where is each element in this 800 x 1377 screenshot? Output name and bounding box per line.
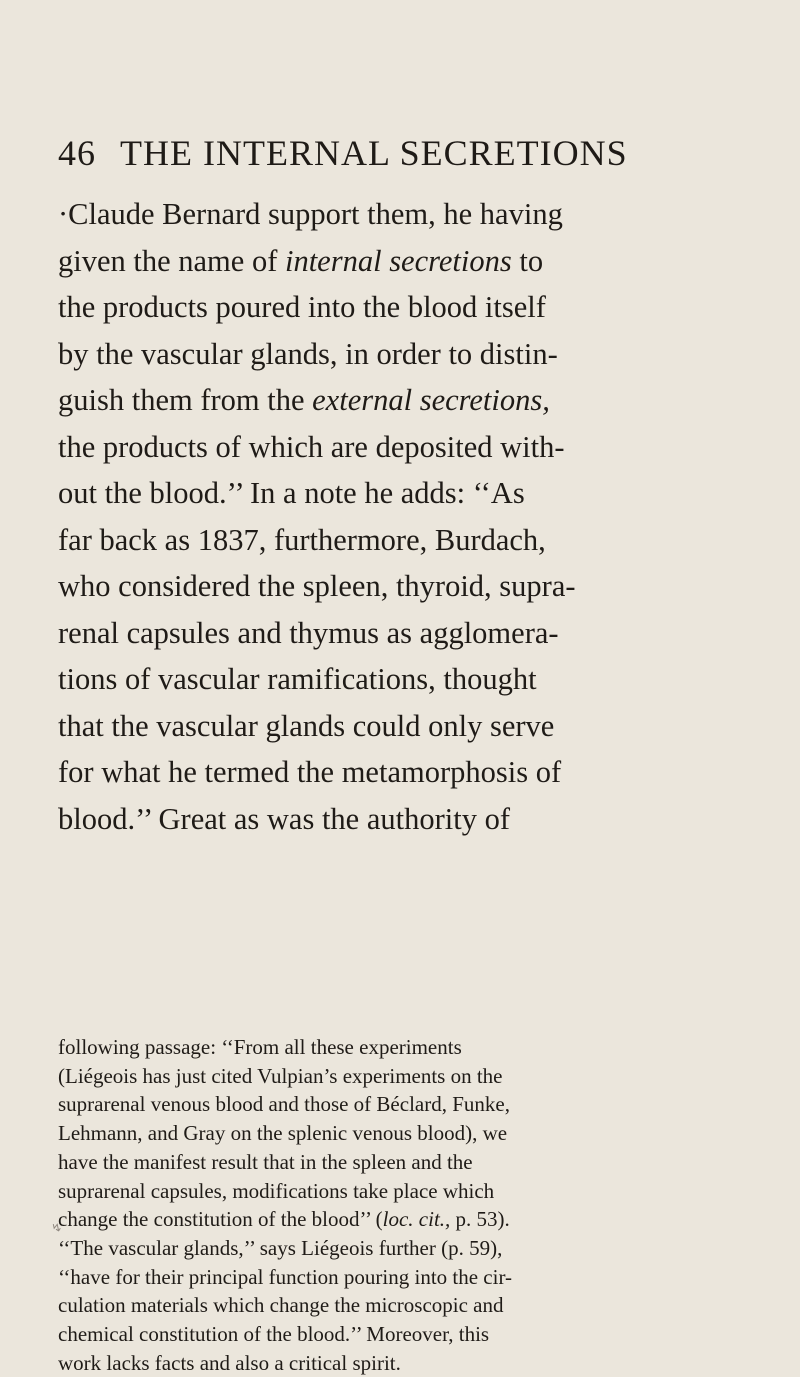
main-text: [58, 191, 748, 842]
footnote-line: [58, 1263, 748, 1292]
footnote-line: [58, 1234, 748, 1263]
footnote-line: [58, 1119, 748, 1148]
footnote-line: [58, 1177, 748, 1206]
text-run: far back as 1837, furthermore, Burdach,: [58, 522, 546, 557]
italic-term: internal secretions: [284, 243, 512, 278]
margin-smudge-mark: ↯: [49, 1219, 65, 1237]
text-run: by the vascular glands, in order to distin-: [58, 336, 558, 371]
footnote-line: [58, 1291, 748, 1320]
running-title: THE INTERNAL SECRETIONS: [120, 133, 628, 173]
footnote-run: ‘‘have for their principal function pouring into the cir-: [58, 1264, 513, 1289]
footnote-run: following passage: ‘‘From all these experiments: [58, 1035, 462, 1059]
citation-abbreviation: loc. cit.,: [382, 1207, 451, 1232]
text-run: the products poured into the blood itself: [58, 290, 546, 324]
text-run: ·Claude Bernard support them, he having: [58, 197, 563, 231]
footnote-line: [58, 1090, 748, 1119]
text-line: [58, 656, 748, 703]
footnote-run: p. 53).: [450, 1207, 510, 1232]
text-line: [58, 377, 748, 424]
text-run: that the vascular glands could only serve: [58, 708, 555, 743]
text-line: [58, 610, 748, 657]
footnote-text: [58, 1033, 748, 1377]
footnote-run: Lehmann, and Gray on the splenic venous blood), we: [58, 1121, 508, 1146]
text-run: for what he termed the metamorphosis of: [58, 755, 562, 789]
text-line: [58, 238, 748, 285]
text-run: blood.’’ Great as was the authority of: [58, 801, 510, 836]
footnote-run: chemical constitution of the blood.’’ Moreover, this: [58, 1322, 490, 1347]
running-header: [58, 132, 628, 174]
footnote-run: change the constitution of the blood’’ (: [58, 1207, 383, 1232]
footnote-run: culation materials which change the microscopic and: [58, 1293, 504, 1318]
text-line: [58, 749, 748, 796]
footnote-line: [58, 1205, 748, 1234]
footnote-run: have the manifest result that in the spleen and the: [58, 1149, 473, 1174]
text-line: [58, 191, 748, 238]
text-line: [58, 331, 748, 378]
footnote-run: work lacks facts and also a critical spirit.: [58, 1350, 401, 1375]
page-number: 46: [58, 133, 96, 173]
text-run: the products of which are deposited with-: [58, 429, 565, 464]
text-run: given the name of: [58, 243, 285, 278]
text-run: to: [511, 243, 544, 278]
footnote-run: suprarenal venous blood and those of Béclard, Funke,: [58, 1092, 510, 1117]
text-line: [58, 563, 748, 610]
text-line: [58, 470, 748, 517]
footnote-run: ‘‘The vascular glands,’’ says Liégeois further (p. 59),: [58, 1235, 503, 1260]
footnote-run: (Liégeois has just cited Vulpian’s experiments on the: [58, 1063, 503, 1088]
footnote-line: [58, 1033, 748, 1062]
text-run: renal capsules and thymus as agglomera-: [58, 615, 559, 650]
text-run: out the blood.’’ In a note he adds: ‘‘As: [58, 476, 525, 510]
text-line: [58, 424, 748, 471]
text-run: guish them from the: [58, 383, 313, 417]
footnote-line: [58, 1148, 748, 1177]
text-line: [58, 284, 748, 331]
footnote-line: [58, 1349, 748, 1377]
footnote-run: suprarenal capsules, modifications take place which: [58, 1178, 495, 1203]
text-run: who considered the spleen, thyroid, supra-: [58, 569, 576, 603]
footnote-line: [58, 1320, 748, 1349]
italic-term: external secretions,: [312, 383, 550, 417]
text-line: [58, 517, 748, 564]
text-line: [58, 703, 748, 750]
text-run: tions of vascular ramifications, thought: [58, 662, 537, 696]
text-line: [58, 796, 748, 843]
footnote-line: [58, 1062, 748, 1091]
